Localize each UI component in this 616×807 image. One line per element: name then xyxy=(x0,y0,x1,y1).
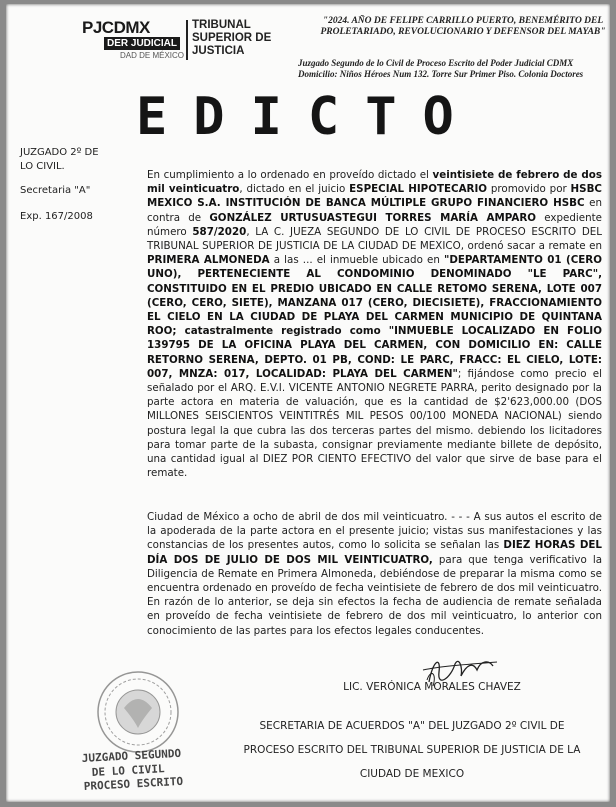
sidebar-court xyxy=(20,146,130,174)
address-line: Domicilio: Niños Héroes Num 132. Torre Sur Primer Piso. Colonia Doctores xyxy=(298,69,584,79)
bold-text-run: 587/2020 xyxy=(192,225,247,238)
footer-line: PROCESO ESCRITO DEL TRIBUNAL SUPERIOR DE JUSTICIA DE LA xyxy=(243,744,581,756)
court-name xyxy=(192,19,292,58)
address-line: Juzgado Segundo de lo Civil de Proceso Escrito del Poder Judicial CDMX xyxy=(298,58,574,68)
paragraph-hearing-date xyxy=(147,510,602,638)
court-name-line: SUPERIOR DE xyxy=(192,32,272,44)
sidebar-court-line: LO CIVIL. xyxy=(20,161,65,172)
logo-divider xyxy=(186,20,188,60)
court-seal-stamp xyxy=(80,668,220,798)
document-title: EDICTO xyxy=(136,87,480,147)
bold-text-run: ESPECIAL HIPOTECARIO xyxy=(349,183,488,196)
bold-text-run: DIEZ HORAS DEL DÍA DOS DE JULIO DE DOS MIL VEINTICUATRO, xyxy=(147,539,602,566)
paragraph-remate-order xyxy=(147,168,602,480)
signer-name: LIC. VERÓNICA MORALES CHAVEZ xyxy=(343,681,521,693)
bold-text-run: GONZÁLEZ URTUSUASTEGUI TORRES MARÍA AMPARO xyxy=(209,211,537,224)
logo-subtitle-city: DAD DE MÉXICO xyxy=(120,51,185,60)
edict-page xyxy=(6,4,610,802)
seal-text-line: JUZGADO SEGUNDO xyxy=(81,746,182,765)
logo-mark: PJCDMX xyxy=(82,18,150,37)
text-run: promovido por xyxy=(487,183,571,196)
text-run: en contra de xyxy=(147,197,602,224)
sidebar-secretaria: Secretaria "A" xyxy=(20,185,91,196)
bold-text-run: veintisiete de febrero de dos mil veinticuatro xyxy=(147,169,602,196)
footer-line: CIUDAD DE MEXICO xyxy=(359,768,465,780)
year-motto: "2024. AÑO DE FELIPE CARRILLO PUERTO, BENEMÉRITO DEL PROLETARIADO, REVOLUCIONARIO Y DEFENSOR DEL MAYAB" xyxy=(320,16,606,37)
bold-text-run: "DEPARTAMENTO 01 (CERO UNO), PERTENECIENTE AL CONDOMINIO DENOMINADO "LE PARC", CONSTITUIDO EN EL PREDIO UBICADO EN CALLE RETOMO SERENA, LOTE 007 (CERO, CERO, SIETE), MANZANA 017 (CERO, DIECISIETE), FRACCIONAMIENTO EL CIELO EN LA CIUDAD DE PLAYA DEL CARMEN MUNICIPIO DE QUINTANA ROO; catastralmente registrado como "INMUEBLE LOCALIZADO EN FOLIO 139795 DE LA OFICINA PLAYA DEL CARMEN, CON DOMICILIO EN: CALLE RETORNO SERENA, DEPTO. 01 PB, COND: LE PARC, FRACC: EL CIELO, LOTE: 007, MNZA: 017, LOCALIDAD: PLAYA DEL CARMEN" xyxy=(147,254,602,380)
bold-text-run: HSBC MEXICO S.A. INSTITUCIÓN DE BANCA MÚLTIPLE GRUPO FINANCIERO HSBC xyxy=(147,183,602,210)
court-address xyxy=(298,58,604,80)
text-run: , LA C. JUEZA SEGUNDO DE LO CIVIL DE PROCESO ESCRITO DEL TRIBUNAL SUPERIOR DE JUSTICIA DE LA CIUDAD DE MEXICO, ordenó sacar a remate en xyxy=(147,225,602,253)
pjcdmx-logo xyxy=(82,18,282,62)
seal-text-line: DE LO CIVIL xyxy=(91,762,165,779)
sidebar-court-line: JUZGADO 2º DE xyxy=(20,147,99,158)
text-run: , dictado en el juicio xyxy=(239,183,350,196)
text-run: expediente número xyxy=(147,211,602,238)
seal-text-line: PROCESO ESCRITO xyxy=(83,774,184,793)
text-run: a las ... el inmueble ubicado en xyxy=(269,254,444,267)
footer-secretary-title xyxy=(232,714,592,786)
text-run: Ciudad de México a ocho de abril de dos mil veinticuatro. - - - A sus autos el escrito de la apoderada de la parte actora en el presente juicio; vistas sus manifestaciones y las constancias de los presentes autos, como lo solicita se señalan las xyxy=(147,511,602,552)
court-name-line: JUSTICIA xyxy=(192,45,245,57)
text-run: para que tenga verificativo la Diligencia de Remate en Primera Almoneda, debiéndose de preparar la misma como se encuentra ordenado en proveído de fecha veintisiete de febrero de dos mil veinticuatro. En razón de lo anterior, se deja sin efectos la fecha de audiencia de remate señalada en proveído de fecha veintisiete de febrero de dos mil veinticuatro, lo anterior con conocimiento de las partes para los efectos legales conducentes. xyxy=(147,553,603,637)
bold-text-run: PRIMERA ALMONEDA xyxy=(147,254,270,267)
sidebar-expediente: Exp. 167/2008 xyxy=(20,211,93,222)
footer-line: SECRETARIA DE ACUERDOS "A" DEL JUZGADO 2º CIVIL DE xyxy=(259,720,565,732)
text-run: En cumplimiento a lo ordenado en proveído dictado el xyxy=(147,169,433,181)
text-run: ; fijándose como precio el señalado por el ARQ. E.V.I. VICENTE ANTONIO NEGRETE PARRA, perito designado por la parte actora en materia de valuación, que es la cantidad de $2'623,000.00 (DOS MILLONES SEISCIENTOS VEINTITRÉS MIL PESOS 00/100 MONEDA NACIONAL) siendo postura legal la que cubra las dos terceras partes del mismo. debiendo los licitadores para tomar parte de la subasta, consignar previamente mediante billete de depósito, una cantidad igual al DIEZ POR CIENTO EFECTIVO del valor que sirve de base para el remate. xyxy=(147,367,602,480)
court-name-line: TRIBUNAL xyxy=(192,19,251,31)
logo-subtitle: DER JUDICIAL xyxy=(104,37,180,50)
